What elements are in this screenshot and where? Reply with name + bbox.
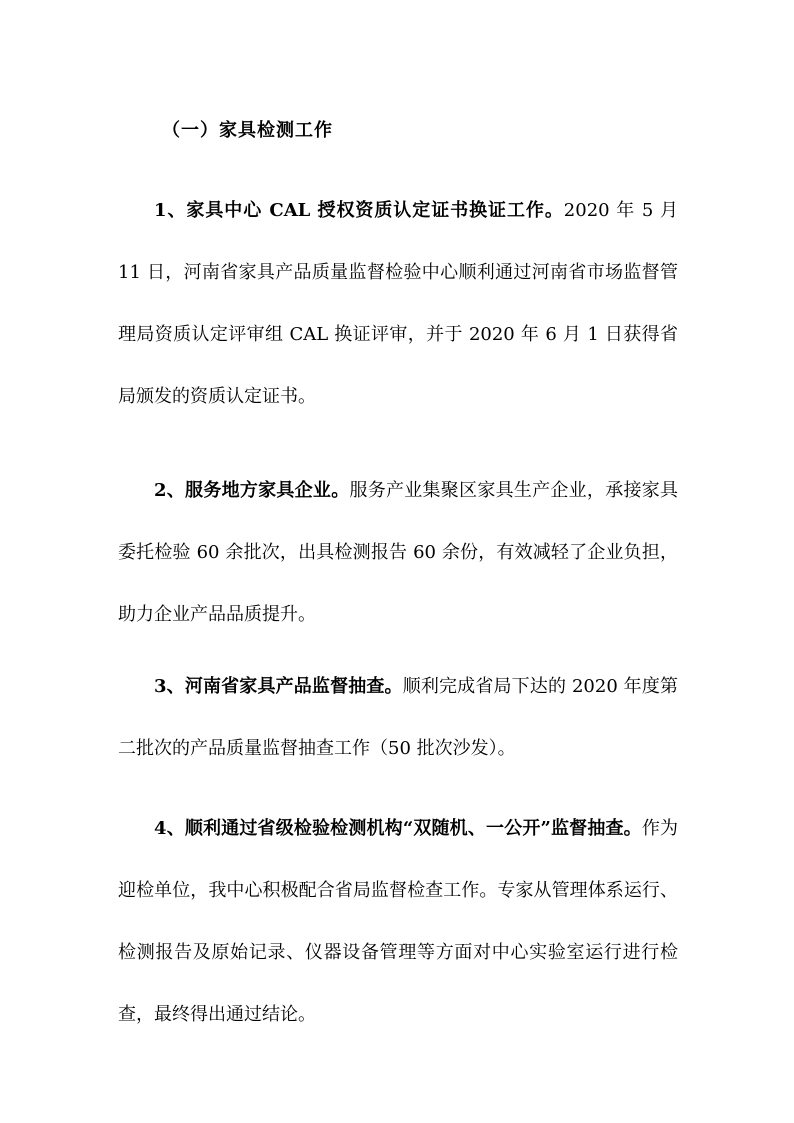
paragraph-4 bbox=[118, 798, 678, 1046]
paragraph-4-lead: 4、顺利通过省级检验检测机构“双随机、一公开”监督抽查。 bbox=[154, 818, 642, 839]
paragraph-2-lead: 2、服务地方家具企业。 bbox=[154, 480, 350, 501]
paragraph-3 bbox=[118, 656, 678, 780]
paragraph-3-body: 顺利完成省局下达的 2020 年度第二批次的产品质量监督抽查工作（50 批次沙发）。 bbox=[118, 676, 678, 759]
paragraph-4-body: 作为迎检单位，我中心积极配合省局监督检查工作。专家从管理体系运行、检测报告及原始记录、仪器设备管理等方面对中心实验室运行进行检查，最终得出通过结论。 bbox=[118, 818, 679, 1025]
paragraph-1-lead: 1、家具中心 CAL 授权资质认定证书换证工作。 bbox=[154, 200, 564, 221]
paragraph-3-lead: 3、河南省家具产品监督抽查。 bbox=[154, 676, 403, 697]
paragraph-2 bbox=[118, 460, 678, 646]
paragraph-2-body: 服务产业集聚区家具生产企业，承接家具委托检验 60 余批次，出具检测报告 60 余份，有效减轻了企业负担，助力企业产品品质提升。 bbox=[118, 480, 679, 625]
paragraph-1 bbox=[118, 180, 678, 428]
section-heading: （一）家具检测工作 bbox=[162, 120, 333, 141]
paragraph-1-body: 2020 年 5 月 11 日，河南省家具产品质量监督检验中心顺利通过河南省市场监督管理局资质认定评审组 CAL 换证评审，并于 2020 年 6 月 1 日获得省局颁发的资质认定证书。 bbox=[118, 200, 678, 407]
